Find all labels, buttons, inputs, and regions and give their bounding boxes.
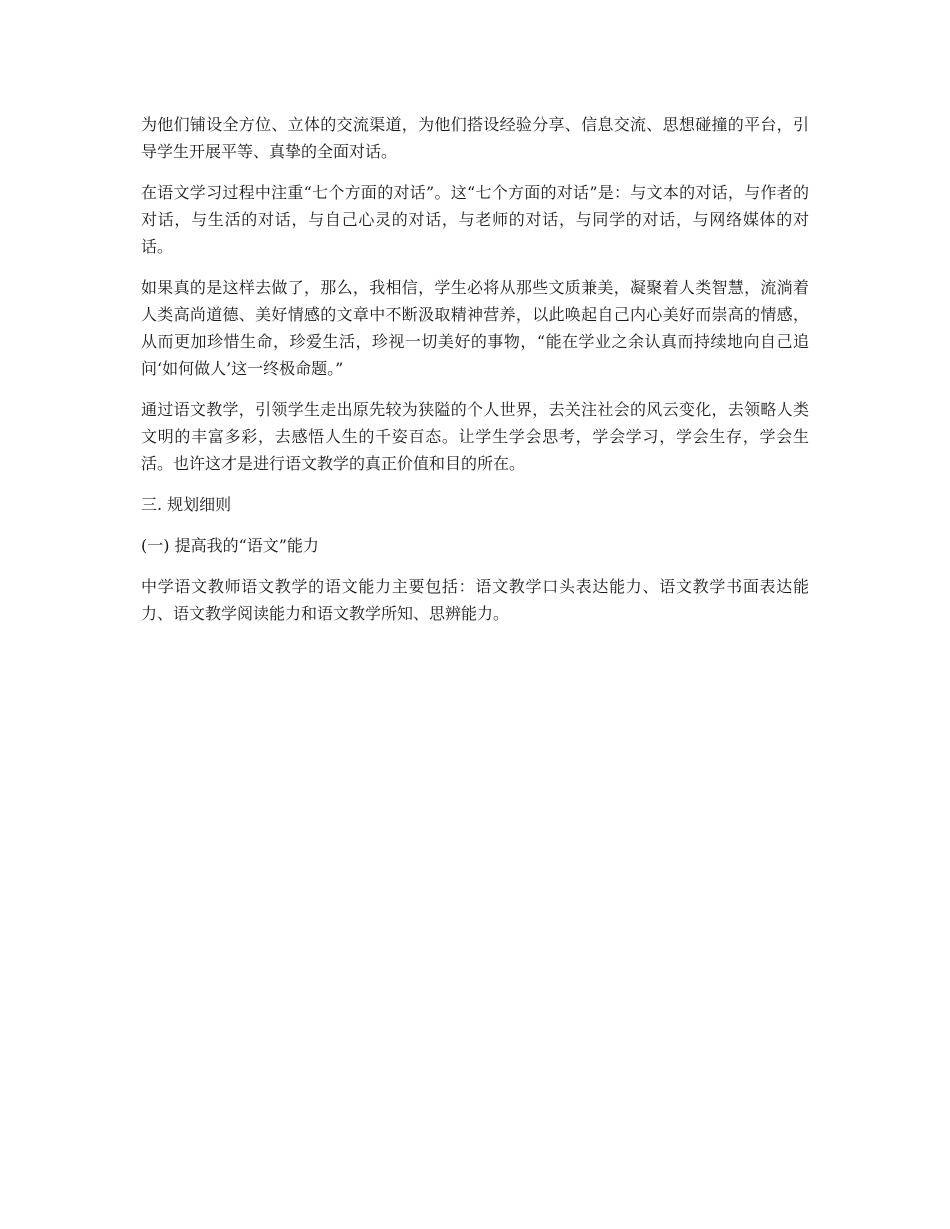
paragraph-seven-dialogues: 在语文学习过程中注重“七个方面的对话”。这“七个方面的对话”是：与文本的对话，与作者的对话，与生活的对话，与自己心灵的对话，与老师的对话，与同学的对话，与网络媒体的对话。 [141,183,809,256]
paragraph-teacher-abilities: 中学语文教师语文教学的语文能力主要包括：语文教学口头表达能力、语文教学书面表达能力、语文教学阅读能力和语文教学所知、思辨能力。 [141,577,809,623]
section-heading-planning-details: 三. 规划细则 [141,495,232,514]
subsection-heading-language-ability: (一) 提高我的“语文”能力 [141,536,319,555]
paragraph-spiritual-nourishment: 如果真的是这样去做了，那么，我相信，学生必将从那些文质兼美，凝聚着人类智慧，流淌着人类高尚道德、美好情感的文章中不断汲取精神营养，以此唤起自己内心美好而崇高的情感，从而更加珍惜生命，珍爱生活，珍视一切美好的事物，“能在学业之余认真而持续地向自己追问‘如何做人’这一终极命题。” [141,278,809,378]
paragraph-teaching-value: 通过语文教学，引领学生走出原先较为狭隘的个人世界，去关注社会的风云变化，去领略人类文明的丰富多彩，去感悟人生的千姿百态。让学生学会思考，学会学习，学会生存，学会生活。也许这才是进行语文教学的真正价值和目的所在。 [141,400,809,473]
paragraph-communication-channels: 为他们铺设全方位、立体的交流渠道，为他们搭设经验分享、信息交流、思想碰撞的平台，引导学生开展平等、真挚的全面对话。 [141,115,809,161]
document-body [141,111,809,641]
